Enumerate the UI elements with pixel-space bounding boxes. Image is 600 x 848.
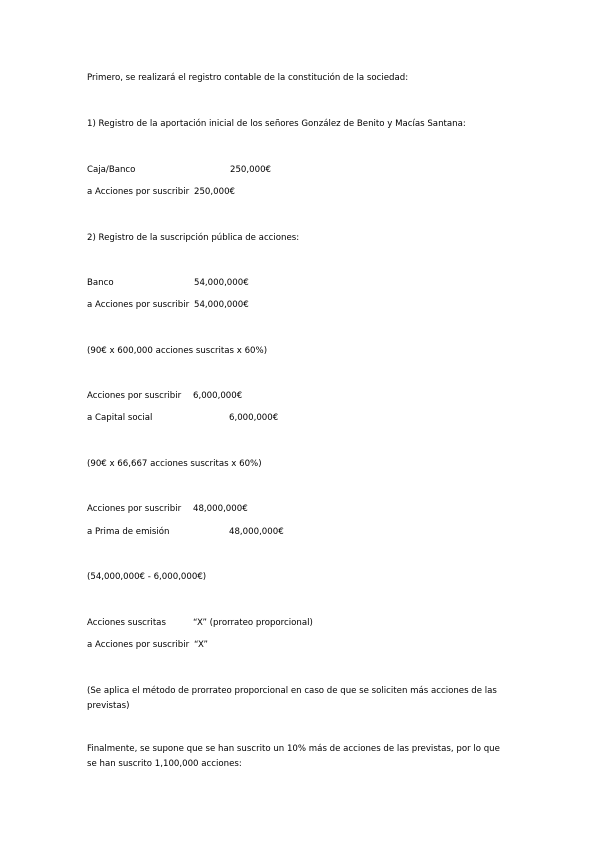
method-note-line-2: previstas) [87, 701, 130, 711]
entry-credit-amount: 54,000,000€ [194, 300, 249, 310]
entry-debit-account: Acciones por suscribir [87, 504, 182, 514]
closing-paragraph-line-2: se han suscrito 1,100,000 acciones: [87, 759, 242, 769]
calculation-note: (54,000,000€ - 6,000,000€) [87, 572, 207, 582]
entry-credit-amount: 48,000,000€ [229, 527, 284, 537]
entry-debit-amount: 54,000,000€ [194, 278, 249, 288]
section-1-heading: 1) Registro de la aportación inicial de los señores González de Benito y Macías Santana: [87, 119, 466, 129]
calculation-note: (90€ x 600,000 acciones suscritas x 60%) [87, 346, 268, 356]
entry-credit-account: a Prima de emisión [87, 527, 170, 537]
entry-debit-amount: 6,000,000€ [193, 391, 243, 401]
entry-credit-account: a Acciones por suscribir [87, 300, 190, 310]
entry-debit-amount: 48,000,000€ [193, 504, 248, 514]
intro-paragraph: Primero, se realizará el registro contable de la constitución de la sociedad: [87, 73, 409, 83]
method-note-line-1: (Se aplica el método de prorrateo proporcional en caso de que se soliciten más acciones de las [87, 686, 497, 696]
closing-paragraph-line-1: Finalmente, se supone que se han suscrito un 10% más de acciones de las previstas, por lo que [87, 744, 500, 754]
entry-debit-account: Caja/Banco [87, 165, 136, 175]
entry-credit-account: a Acciones por suscribir [87, 640, 190, 650]
entry-debit-amount: “X” (prorrateo proporcional) [193, 618, 313, 628]
section-2-heading: 2) Registro de la suscripción pública de acciones: [87, 233, 300, 243]
entry-debit-account: Banco [87, 278, 114, 288]
entry-credit-amount: 250,000€ [194, 187, 236, 197]
entry-credit-account: a Capital social [87, 413, 153, 423]
entry-debit-amount: 250,000€ [230, 165, 272, 175]
entry-debit-account: Acciones por suscribir [87, 391, 182, 401]
entry-credit-amount: “X” [194, 640, 208, 650]
entry-credit-account: a Acciones por suscribir [87, 187, 190, 197]
entry-debit-account: Acciones suscritas [87, 618, 166, 628]
entry-credit-amount: 6,000,000€ [229, 413, 279, 423]
calculation-note: (90€ x 66,667 acciones suscritas x 60%) [87, 459, 262, 469]
